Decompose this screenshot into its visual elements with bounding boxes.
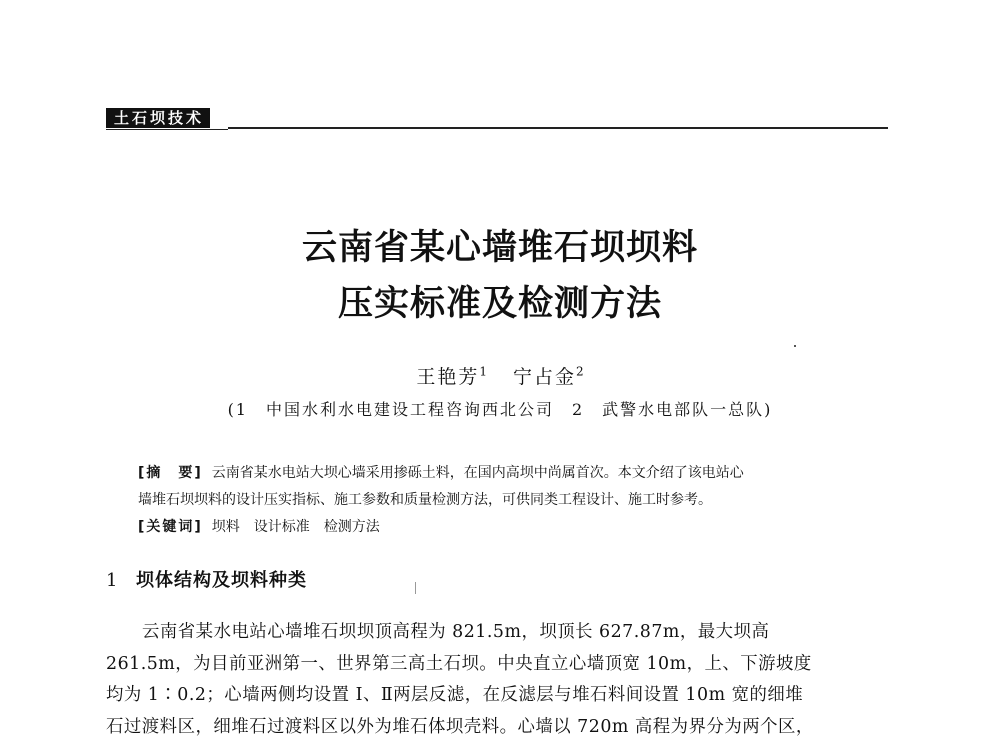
title-line-1: 云南省某心墙堆石坝坝料 — [301, 227, 698, 268]
body-line-4: 石过渡料区，细堆石过渡料区以外为堆石体坝壳料。心墙以 720m 高程为界分为两个区， — [106, 716, 814, 737]
body-paragraph — [106, 617, 896, 743]
abstract-text-1: 云南省某水电站大坝心墙采用掺砾土料，在国内高坝中尚属首次。本文介绍了该电站心 — [211, 465, 744, 481]
scan-speck — [415, 582, 416, 594]
section-tag-label: 土石坝技术 — [106, 108, 210, 128]
section-1-number: 1 — [106, 570, 119, 591]
abstract-line-2: 墙堆石坝坝料的设计压实指标、施工参数和质量检测方法，可供同类工程设计、施工时参考。 — [138, 492, 712, 508]
scan-speck — [794, 345, 796, 347]
author-list — [0, 362, 1000, 389]
header-rule-under-tag — [106, 129, 228, 130]
author-2-affil-mark: 2 — [576, 364, 584, 379]
abstract-line-1 — [138, 460, 878, 487]
keywords-line — [138, 514, 878, 541]
section-1-title: 坝体结构及坝料种类 — [136, 570, 307, 591]
affiliations: (1 中国水利水电建设工程咨询西北公司 2 武警水电部队一总队) — [227, 400, 773, 419]
abstract-label: [摘 要] — [138, 465, 203, 481]
author-2-name: 宁占金 — [513, 366, 577, 388]
section-1-heading — [106, 566, 307, 592]
paper-title — [0, 220, 1000, 332]
header-rule — [228, 127, 888, 129]
keywords-text: 坝料 设计标准 检测方法 — [211, 519, 380, 535]
author-1-affil-mark: 1 — [479, 364, 487, 379]
body-line-3: 均为 1∶0.2；心墙两侧均设置 Ⅰ、Ⅱ两层反滤，在反滤层与堆石料间设置 10m 宽的细堆 — [106, 685, 804, 705]
body-line-1: 云南省某水电站心墙堆石坝坝顶高程为 821.5m，坝顶长 627.87m，最大坝高 — [142, 622, 770, 642]
title-line-2: 压实标准及检测方法 — [337, 283, 662, 324]
keywords-label: [关键词] — [138, 519, 203, 535]
author-1-name: 王艳芳 — [416, 366, 480, 388]
section-tag — [106, 108, 210, 128]
body-line-2: 261.5m，为目前亚洲第一、世界第三高土石坝。中央直立心墙顶宽 10m，上、下游坡度 — [106, 653, 812, 674]
abstract-block — [138, 460, 878, 541]
